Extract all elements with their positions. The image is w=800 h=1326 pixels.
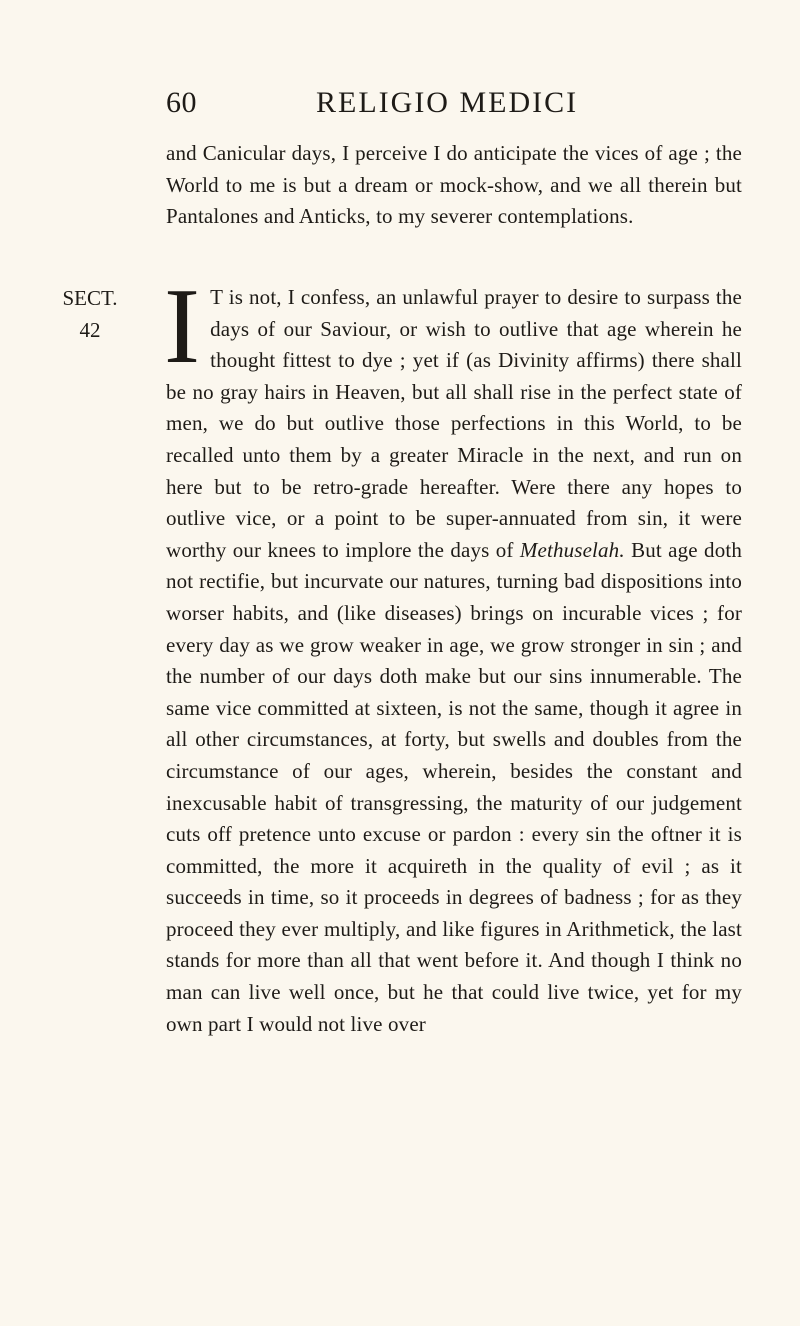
continued-paragraph: and Canicular days, I perceive I do anticipate the vices of age ; the World to me is but a dream or mock-show, and we all therein but Pantalones and Anticks, to my severer contemplations. xyxy=(166,141,742,229)
page-header xyxy=(166,86,742,126)
page-number: 60 xyxy=(166,86,197,119)
running-title: RELIGIO MEDICI xyxy=(316,86,579,119)
drop-cap: I xyxy=(164,267,201,386)
section-number: 42 xyxy=(79,318,101,342)
section-42-text-end: But age doth not rectifie, but incurvate our natures, turning bad dispositions into worser habits, and (like diseases) brings on incurable vices ; for every day as we grow weaker in age, we grow stronger in sin ; and the number of our days doth make but our sins innumerable. The same vice committed at sixteen, is not the same, though it agree in all other circumstances, at forty, but swells and doubles from the circumstance of our ages, wherein, besides the constant and inexcusable habit of transgressing, the maturity of our judgement cuts off pretence unto excuse or pardon : every sin the oftner it is committed, the more it acquireth in the quality of evil ; as it succeeds in time, so it proceeds in degrees of badness ; for as they proceed they ever multiply, and like figures in Arithmetick, the last stands for more than all that went before it. And though I think no man can live well once, but he that could live twice, yet for my own part I would not live over xyxy=(166,537,742,1036)
section-label: SECT. xyxy=(62,286,118,310)
italic-name: Methuselah. xyxy=(519,537,625,562)
section-42-text-start: T is not, I confess, an unlawful prayer to desire to surpass the days of our Saviour, or wish to outlive that age wherein he thought fittest to dye ; yet if (as Divinity affirms) there shall be no gray hairs in Heaven, but all shall rise in the perfect state of men, we do but outlive those perfections in this World, to be recalled unto them by a greater Miracle in the next, and run on here but to be retro-grade hereafter. Were there any hopes to outlive vice, or a point to be super-annuated from sin, it were worthy our knees to implore the days of xyxy=(166,285,742,562)
section-42-paragraph xyxy=(164,267,742,1040)
